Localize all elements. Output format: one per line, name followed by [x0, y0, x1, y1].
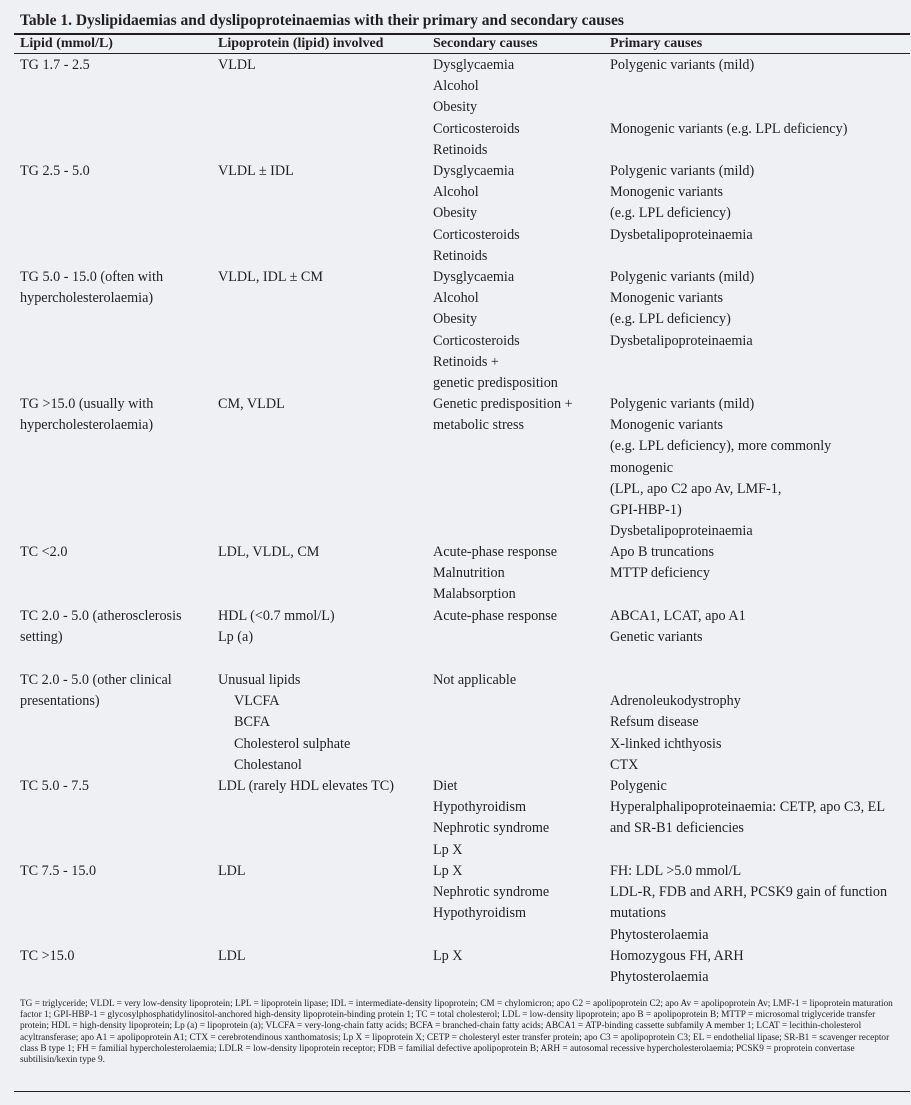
header-lipoprotein: Lipoprotein (lipid) involved [218, 36, 384, 51]
cell-line: (LPL, apo C2 apo Av, LMF-1, [610, 480, 782, 497]
cell-line: presentations) [20, 693, 100, 710]
cell-line: Cholestanol [234, 756, 302, 773]
cell-line: LDL-R, FDB and ARH, PCSK9 gain of function [610, 884, 888, 901]
cell-line: Lp X [433, 841, 463, 858]
cell-line: Dysglycaemia [433, 57, 515, 73]
primary-causes-cell [610, 670, 741, 776]
cell-line: MTTP deficiency [610, 565, 710, 582]
table-title: Table 1. Dyslipidaemias and dyslipoproteinaemias with their primary and secondary causes [20, 12, 624, 29]
secondary-causes-cell [433, 542, 557, 606]
cell-line: Lp X [433, 948, 463, 964]
cell-line: hypercholesterolaemia) [20, 417, 154, 434]
cell-line: Alcohol [433, 290, 479, 307]
cell-line: Lp (a) [218, 629, 254, 646]
cell-line: Polygenic variants (mild) [610, 269, 755, 285]
lipoprotein-cell [218, 606, 335, 648]
lipoprotein-cell [218, 161, 294, 182]
cell-line: Malabsorption [433, 586, 516, 603]
header-lipid: Lipid (mmol/L) [20, 36, 113, 51]
cell-line: TC >15.0 [20, 948, 75, 964]
cell-line: Monogenic variants [610, 417, 724, 434]
cell-line [610, 670, 741, 691]
cell-line: Retinoids [433, 141, 488, 158]
cell-line: Retinoids + [433, 353, 499, 370]
cell-line: TC 2.0 - 5.0 (atherosclerosis [20, 608, 182, 624]
lipid-cell [20, 394, 153, 436]
lipoprotein-cell [218, 542, 319, 563]
cell-line: Lp X [433, 863, 463, 879]
secondary-causes-cell [433, 267, 558, 394]
cell-line: LDL, VLDL, CM [218, 544, 320, 560]
cell-line: Cholesterol sulphate [234, 735, 351, 752]
cell-line: Malnutrition [433, 565, 505, 582]
cell-line: Hypothyroidism [433, 905, 527, 922]
cell-line: VLDL, IDL ± CM [218, 269, 323, 285]
lipid-cell [20, 670, 172, 712]
cell-line: ABCA1, LCAT, apo A1 [610, 608, 746, 624]
cell-line: Corticosteroids [433, 226, 520, 243]
secondary-causes-cell [433, 670, 516, 691]
lipid-cell [20, 55, 90, 76]
primary-causes-cell [610, 55, 847, 140]
cell-line: Polygenic variants (mild) [610, 396, 755, 412]
lipoprotein-cell [218, 394, 285, 415]
cell-line: CM, VLDL [218, 396, 285, 412]
cell-line: BCFA [234, 714, 271, 731]
primary-causes-cell [610, 861, 887, 946]
cell-line: Refsum disease [610, 714, 699, 731]
lipoprotein-cell [218, 861, 246, 882]
secondary-causes-cell [433, 161, 520, 267]
lipid-cell [20, 861, 96, 882]
cell-line: (e.g. LPL deficiency), more commonly [610, 438, 832, 455]
cell-line: Obesity [433, 311, 478, 328]
cell-line: Retinoids [433, 247, 488, 264]
secondary-causes-cell [433, 946, 463, 967]
cell-line: Nephrotic syndrome [433, 884, 550, 901]
cell-line: Dysglycaemia [433, 269, 515, 285]
lipoprotein-cell [218, 55, 256, 76]
secondary-causes-cell [433, 55, 520, 161]
cell-line: TG 5.0 - 15.0 (often with [20, 269, 164, 285]
secondary-causes-cell [433, 394, 573, 436]
cell-line: Alcohol [433, 184, 479, 201]
lipid-cell [20, 776, 89, 797]
cell-line: VLCFA [234, 693, 280, 710]
cell-line: TC 7.5 - 15.0 [20, 863, 97, 879]
cell-line: Corticosteroids [433, 120, 520, 137]
cell-line: Alcohol [433, 78, 479, 95]
cell-line: setting) [20, 629, 63, 646]
primary-causes-cell [610, 776, 885, 840]
cell-line: X-linked ichthyosis [610, 735, 722, 752]
cell-line: Corticosteroids [433, 332, 520, 349]
primary-causes-cell [610, 606, 746, 648]
primary-causes-cell [610, 394, 831, 542]
cell-line: TG >15.0 (usually with [20, 396, 154, 412]
cell-line: HDL (<0.7 mmol/L) [218, 608, 335, 624]
cell-line: CTX [610, 756, 639, 773]
secondary-causes-cell [433, 776, 549, 861]
cell-line: Acute-phase response [433, 608, 558, 624]
cell-line: Apo B truncations [610, 544, 715, 560]
cell-line: Polygenic [610, 778, 667, 794]
cell-line: genetic predisposition [433, 374, 558, 391]
lipoprotein-cell [218, 670, 350, 776]
cell-line: VLDL [218, 57, 256, 73]
cell-line: Polygenic variants (mild) [610, 57, 755, 73]
cell-line: Polygenic variants (mild) [610, 163, 755, 179]
table-footnote: TG = triglyceride; VLDL = very low-density lipoprotein; LPL = lipoprotein lipase; IDL = intermediate-density lipoprotein; CM = chylomicron; apo C2 = apolipoprotein C2; apo Av = apolipoprotein Av; LMF-1 = lipoprotein maturation factor 1; GPI-HBP-1 = glycosylphosphatidylinositol-anchored high-density lipoprotein-binding protein 1; TC = total cholesterol; LDL = low-density lipoprotein; apo B = apolipoprotein B; MTTP = microsomal triglyceride transfer protein; HDL = high-density lipoprotein; Lp (a) = lipoprotein (a); VLCFA = very-long-chain fatty acids; BCFA = branched-chain fatty acids; ABCA1 = ATP-binding cassette subfamily A member 1; LCAT = lecithin-cholesterol acyltransferase; apo A1 = apolipoprotein A1; CTX = cerebrotendinous xanthomatosis; Lp X = lipoprotein X; CETP = cholesteryl ester transfer protein; apo C3 = apolipoprotein C3; EL = endothelial lipase; SR-B1 = scavenger receptor class B type 1; FH = familial hypercholesterolaemia; LDLR = low-density lipoprotein receptor; FDB = familial defective apolipoprotein B; ARH = autosomal recessive hypercholesterolaemia; PCSK9 = proprotein convertase subtilisin/kexin type 9. [20, 999, 893, 1066]
cell-line: Adrenoleukodystrophy [610, 693, 741, 710]
cell-line: Genetic variants [610, 629, 703, 646]
lipid-cell [20, 161, 90, 182]
lipoprotein-cell [218, 776, 394, 797]
primary-causes-cell [610, 946, 744, 988]
cell-line: LDL [218, 863, 246, 879]
cell-line: Monogenic variants [610, 290, 724, 307]
lipid-cell [20, 267, 163, 309]
cell-line: and SR-B1 deficiencies [610, 820, 744, 837]
cell-line: Diet [433, 778, 458, 794]
lipid-cell [20, 606, 182, 648]
cell-line: Hypothyroidism [433, 799, 527, 816]
cell-line: mutations [610, 905, 666, 922]
cell-line: Monogenic variants (e.g. LPL deficiency) [610, 120, 848, 137]
cell-line: LDL (rarely HDL elevates TC) [218, 778, 394, 794]
cell-line: TC 2.0 - 5.0 (other clinical [20, 672, 172, 688]
cell-line: Obesity [433, 99, 478, 116]
cell-line: Phytosterolaemia [610, 969, 709, 986]
cell-line: (e.g. LPL deficiency) [610, 205, 731, 222]
cell-line: Nephrotic syndrome [433, 820, 550, 837]
cell-line: TC <2.0 [20, 544, 68, 560]
cell-line: Unusual lipids [218, 672, 301, 688]
cell-line: VLDL ± IDL [218, 163, 294, 179]
cell-line: Dysbetalipoproteinaemia [610, 523, 753, 540]
cell-line: GPI-HBP-1) [610, 501, 682, 518]
lipoprotein-cell [218, 946, 246, 967]
cell-line: Dysbetalipoproteinaemia [610, 226, 753, 243]
cell-line: (e.g. LPL deficiency) [610, 311, 731, 328]
lipid-cell [20, 946, 75, 967]
cell-line: Acute-phase response [433, 544, 558, 560]
cell-line: Obesity [433, 205, 478, 222]
cell-line: hypercholesterolaemia) [20, 290, 154, 307]
header-secondary-causes: Secondary causes [433, 36, 538, 51]
primary-causes-cell [610, 267, 754, 352]
lipoprotein-cell [218, 267, 323, 288]
header-primary-causes: Primary causes [610, 36, 703, 51]
primary-causes-cell [610, 542, 714, 584]
cell-line: LDL [218, 948, 246, 964]
cell-line: Phytosterolaemia [610, 926, 709, 943]
cell-line: TG 1.7 - 2.5 [20, 57, 90, 73]
cell-line: Monogenic variants [610, 184, 724, 201]
cell-line: Dysbetalipoproteinaemia [610, 332, 753, 349]
cell-line: Homozygous FH, ARH [610, 948, 744, 964]
cell-line: TG 2.5 - 5.0 [20, 163, 90, 179]
secondary-causes-cell [433, 606, 557, 627]
cell-line: Genetic predisposition + [433, 396, 573, 412]
cell-line: TC 5.0 - 7.5 [20, 778, 89, 794]
cell-line: Dysglycaemia [433, 163, 515, 179]
cell-line: FH: LDL >5.0 mmol/L [610, 863, 742, 879]
bottom-rule [14, 1091, 910, 1092]
primary-causes-cell [610, 161, 754, 246]
cell-line: monogenic [610, 459, 674, 476]
header-rule [14, 53, 910, 54]
secondary-causes-cell [433, 861, 549, 925]
cell-line: metabolic stress [433, 417, 525, 434]
cell-line: Hyperalphalipoproteinaemia: CETP, apo C3, EL [610, 799, 886, 816]
lipid-cell [20, 542, 67, 563]
cell-line [610, 76, 847, 97]
cell-line [610, 97, 847, 118]
cell-line: Not applicable [433, 672, 517, 688]
